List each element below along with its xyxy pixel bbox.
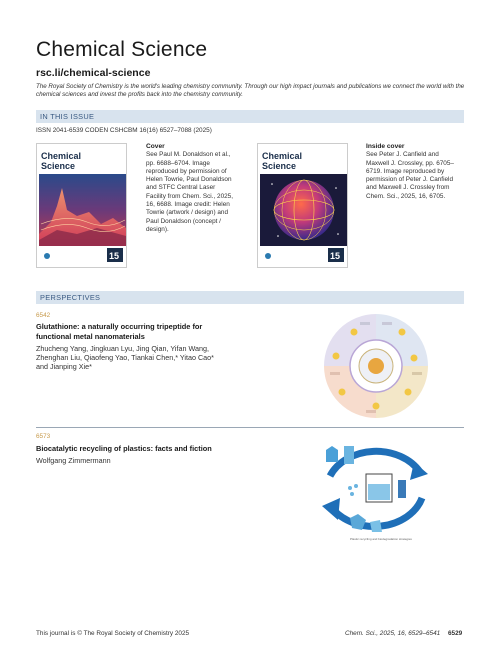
svg-text:15: 15 bbox=[109, 251, 120, 261]
article-page-number: 6573 bbox=[36, 433, 51, 440]
front-cover-heading: Cover bbox=[146, 143, 165, 150]
issue-line: ISSN 2041-6539 CODEN CSHCBM 16(16) 6527–7088 (2025) bbox=[36, 127, 212, 134]
article-divider bbox=[36, 427, 464, 428]
cover-journal-name: Chemical Science bbox=[41, 151, 82, 171]
article-page-number: 6542 bbox=[36, 312, 51, 319]
journal-intro: The Royal Society of Chemistry is the world's leading chemistry community. Through our high impact journals and publications we connect the world with the chemical sciences and invest the profits back into the chemistry community. bbox=[36, 83, 465, 99]
footer-page-number: 6529 bbox=[448, 630, 463, 637]
inside-cover-caption-text: See Peter J. Canfield and Maxwell J. Crossley, pp. 6705–6719. Image reproduced by permission of Peter J. Canfield and Maxwell J. Crossley from Chem. Sci., 2025, 16, 6705. bbox=[366, 151, 454, 200]
svg-text:Plastic recycling and biodegra: Plastic recycling and biodegradation strategies bbox=[350, 537, 412, 541]
front-cover-caption-text: See Paul M. Donaldson et al., pp. 6688–6704. Image reproduced by permission of Helen Towrie, Paul Donaldson and STFC Central Laser Facility from Chem. Sci., 2025, 16, 6688. Image credit: Helen Towrie (artwork / design) and Paul Donaldson (concept / design). bbox=[146, 151, 234, 233]
journal-url[interactable]: rsc.li/chemical-science bbox=[36, 67, 151, 79]
svg-text:15: 15 bbox=[330, 251, 341, 261]
front-cover-artwork bbox=[37, 144, 127, 268]
inside-cover-caption bbox=[366, 143, 454, 201]
journal-title: Chemical Science bbox=[36, 38, 208, 61]
article-title[interactable]: Glutathione: a naturally occurring tripeptide for functional metal nanomaterials bbox=[36, 322, 203, 341]
inside-cover-artwork bbox=[258, 144, 348, 268]
inside-cover-thumbnail bbox=[257, 143, 348, 268]
inside-cover-heading: Inside cover bbox=[366, 143, 405, 150]
article-graphical-abstract bbox=[310, 436, 440, 544]
section-band-perspectives: PERSPECTIVES bbox=[36, 291, 464, 304]
article-graphical-abstract bbox=[316, 310, 436, 422]
article-title[interactable]: Biocatalytic recycling of plastics: facts and fiction bbox=[36, 444, 212, 453]
inside-cover-journal-name: Chemical Science bbox=[262, 151, 303, 171]
front-cover-thumbnail bbox=[36, 143, 127, 268]
section-band-in-this-issue: IN THIS ISSUE bbox=[36, 110, 464, 123]
article-authors: Wolfgang Zimmermann bbox=[36, 456, 111, 465]
footer-citation: Chem. Sci., 2025, 16, 6529–6541 bbox=[345, 630, 441, 637]
front-cover-caption bbox=[146, 143, 234, 234]
article-authors: Zhucheng Yang, Jingkuan Lyu, Jing Qian, Yifan Wang, Zhenghan Liu, Qiaofeng Yao, Tiankai Chen,* Yitao Cao* and Jianping Xie* bbox=[36, 344, 214, 371]
footer-copyright: This journal is © The Royal Society of Chemistry 2025 bbox=[36, 630, 190, 637]
